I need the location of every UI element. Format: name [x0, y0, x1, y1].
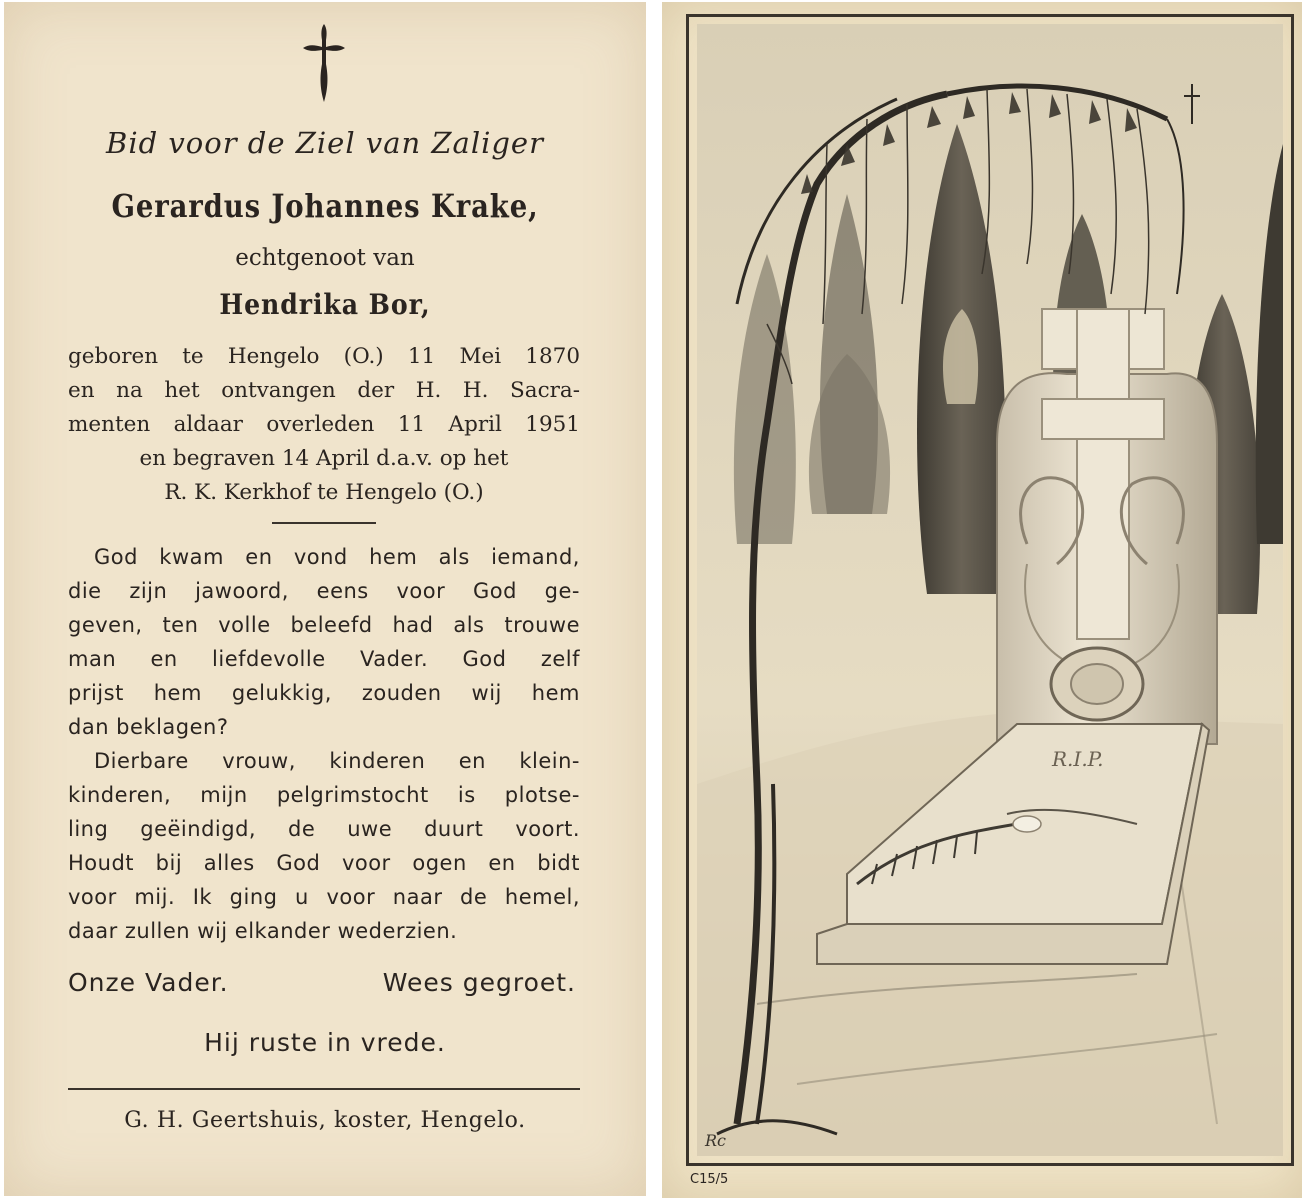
artist-mark: Rc — [705, 1131, 727, 1150]
prayer-our-father: Onze Vader. — [68, 968, 229, 997]
poem-line: dan beklagen? — [68, 715, 229, 739]
print-code: C15/5 — [690, 1172, 729, 1187]
closing-line: Hij ruste in vrede. — [204, 1028, 446, 1057]
cross-icon — [301, 22, 347, 104]
poem-line: God kwam en vond hem als iemand, — [94, 545, 580, 569]
spouse-name: Hendrika Bor, — [219, 288, 431, 321]
intro-line: Bid voor de Ziel van Zaliger — [106, 126, 544, 160]
poem-line: man en liefdevolle Vader. God zelf — [68, 647, 580, 671]
biography-line: geboren te Hengelo (O.) 11 Mei 1870 — [68, 344, 580, 369]
prayer-card-text-side — [4, 2, 646, 1196]
poem — [68, 540, 580, 948]
biography-line: en begraven 14 April d.a.v. op het — [139, 446, 509, 471]
divider — [272, 522, 376, 524]
grave-illustration — [697, 24, 1283, 1156]
poem-line: die zijn jawoord, eens voor God ge- — [68, 579, 580, 603]
poem-line: voor mij. Ik ging u voor naar de hemel, — [68, 885, 580, 909]
poem-line: Dierbare vrouw, kinderen en klein- — [94, 749, 580, 773]
poem-line: geven, ten volle beleefd had als trouwe — [68, 613, 580, 637]
prayer-hail-mary: Wees gegroet. — [382, 968, 576, 997]
poem-line: ling geëindigd, de uwe duurt voort. — [68, 817, 580, 841]
biography-line: R. K. Kerkhof te Hengelo (O.) — [164, 480, 484, 505]
tomb-inscription: R.I.P. — [1052, 747, 1104, 771]
poem-line: Houdt bij alles God voor ogen en bidt — [68, 851, 580, 875]
biography-line: en na het ontvangen der H. H. Sacra- — [68, 378, 580, 403]
poem-line: prijst hem gelukkig, zouden wij hem — [68, 681, 580, 705]
printer-credit: G. H. Geertshuis, koster, Hengelo. — [124, 1108, 526, 1133]
spouse-label: echtgenoot van — [235, 245, 415, 271]
divider — [68, 1088, 580, 1090]
biography — [68, 340, 580, 510]
deceased-name: Gerardus Johannes Krake, — [111, 187, 539, 225]
poem-line: kinderen, mijn pelgrimstocht is plotse- — [68, 783, 580, 807]
biography-line: menten aldaar overleden 11 April 1951 — [68, 412, 580, 437]
poem-line: daar zullen wij elkander wederzien. — [68, 919, 458, 943]
